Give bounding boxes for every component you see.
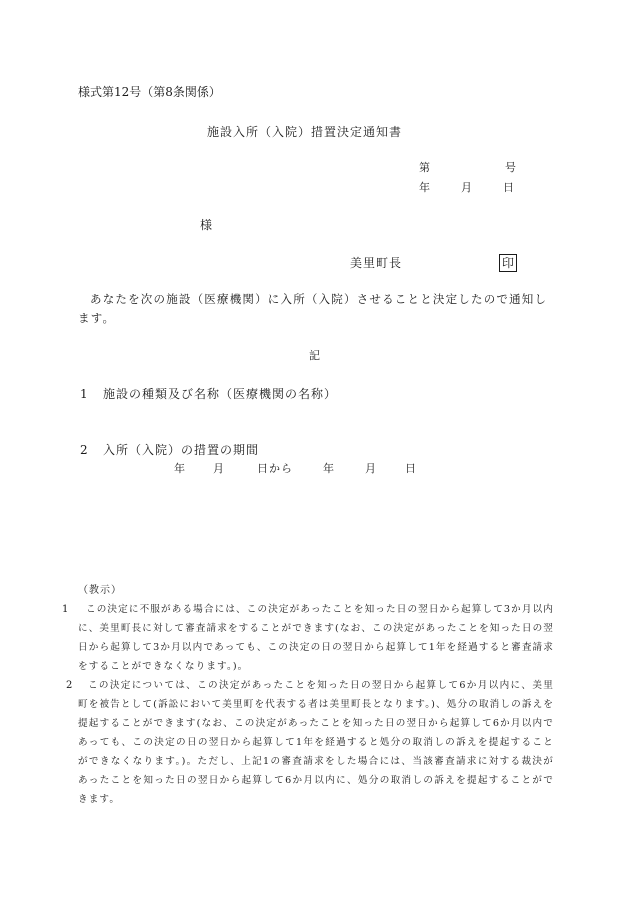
ki-heading: 記 <box>309 349 320 362</box>
period-year-from: 年 <box>174 462 185 475</box>
period-year-to: 年 <box>323 462 334 475</box>
notice-heading: （教示） <box>78 585 122 596</box>
recipient-suffix: 様 <box>200 218 213 232</box>
period-month-from: 月 <box>213 462 224 475</box>
period-day-to: 日 <box>405 462 416 475</box>
doc-date-year: 年 <box>419 181 430 194</box>
seal-mark: 印 <box>499 254 517 272</box>
document-title: 施設入所（入院）措置決定通知書 <box>207 125 403 139</box>
notice-item1-number: 1 <box>62 604 69 615</box>
doc-date-month: 月 <box>461 181 472 194</box>
period-day-from: 日から <box>257 462 293 475</box>
form-number: 様式第12号（第8条関係） <box>78 85 221 99</box>
notice-item1-text: この決定に不服がある場合には、この決定があったことを知った日の翌日から起算して3か月以内に、美里町長に対して審査請求をすることができます(なお、この決定があったことを知った日の翌日から起算して3か月以内であっても、この決定の日の翌日から起算して1年を経過すると審査請求をすることができなくなります。)。 <box>78 604 554 672</box>
doc-number-suffix: 号 <box>505 161 516 174</box>
doc-number-prefix: 第 <box>419 161 430 174</box>
issuer-name: 美里町長 <box>350 256 403 270</box>
item2-number: 2 <box>80 443 88 457</box>
doc-date-day: 日 <box>503 181 514 194</box>
item1-text: 施設の種類及び名称（医療機関の名称） <box>103 387 338 401</box>
item1-number: 1 <box>80 387 88 401</box>
notice-item2-text: この決定については、この決定があったことを知った日の翌日から起算して6か月以内に、美里町を被告として(訴訟において美里町を代表する者は美里町長となります。)、処分の取消しの訴えを提起することができます(なお、この決定があったことを知った日の翌日から起算して6か月以内であっても、この決定の日の翌日から起算して1年を経過すると処分の取消しの訴えを提起することができなくなります。)。ただし、上記1の審査請求をした場合には、当該審査請求に対する裁決があったことを知った日の翌日から起算して6か月以内に、処分の取消しの訴えを提起することができます。 <box>78 680 554 805</box>
period-month-to: 月 <box>365 462 376 475</box>
item2-text: 入所（入院）の措置の期間 <box>103 443 260 457</box>
intro-paragraph: あなたを次の施設（医療機関）に入所（入院）させることと決定したので通知します。 <box>78 292 548 325</box>
notice-item2-number: 2 <box>66 680 73 691</box>
